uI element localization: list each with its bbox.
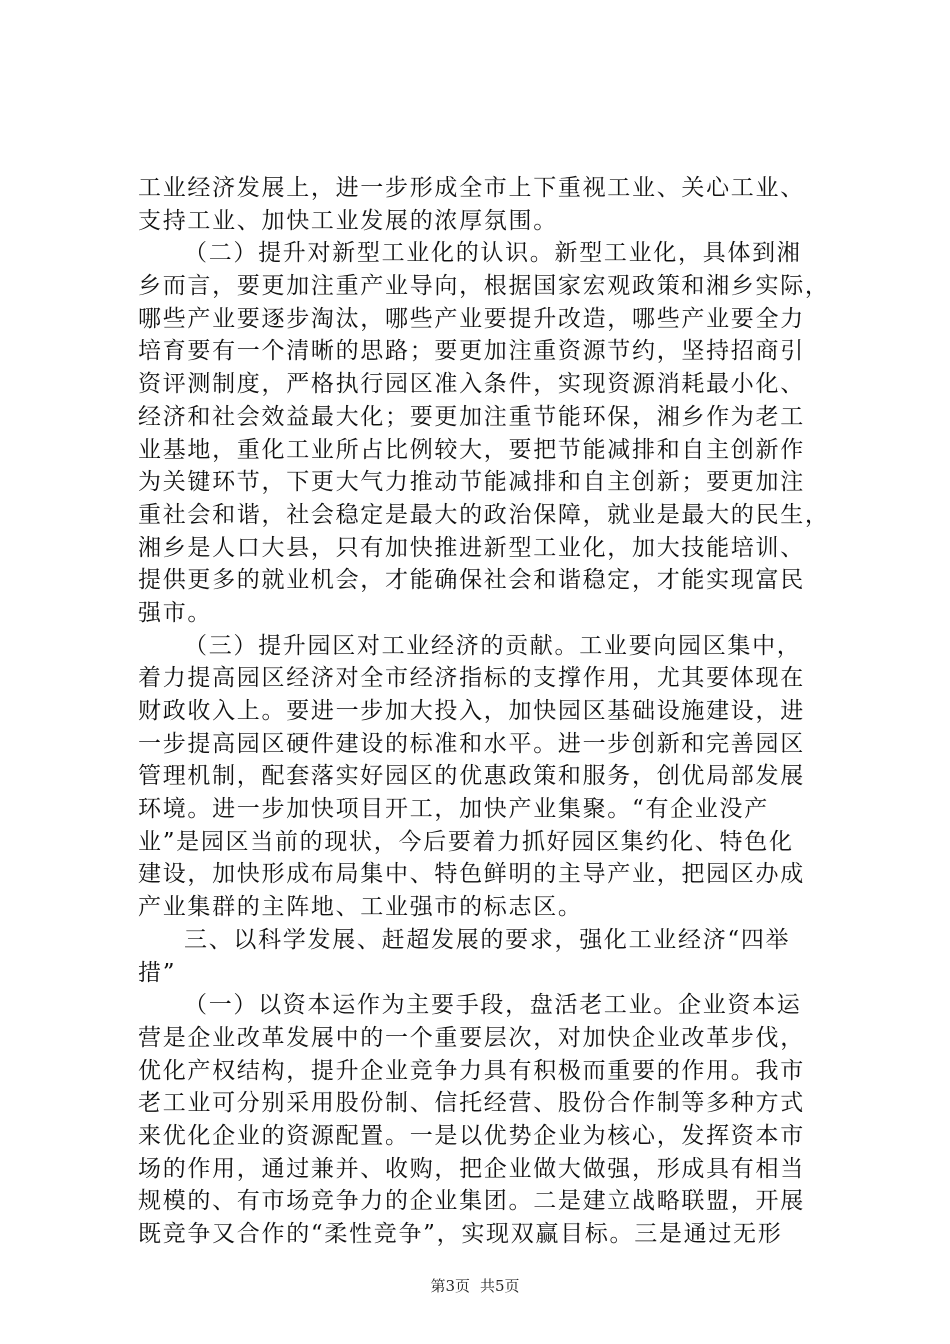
- paragraph-heading-line: （一）以资本运作为主要手段，盘活老工业。企业资本运: [184, 992, 802, 1019]
- text-line: 业基地，重化工业所占比例较大，要把节能减排和自主创新作: [138, 436, 805, 463]
- text-line: 湘乡是人口大县，只有加快推进新型工业化，加大技能培训、: [138, 534, 805, 561]
- text-line: 一步提高园区硬件建设的标准和水平。进一步创新和完善园区: [138, 730, 805, 757]
- text-line: 着力提高园区经济对全市经济指标的支撑作用，尤其要体现在: [138, 665, 805, 692]
- text-line: 老工业可分别采用股份制、信托经营、股份合作制等多种方式: [138, 1090, 805, 1117]
- text-line: 场的作用，通过兼并、收购，把企业做大做强，形成具有相当: [138, 1155, 805, 1182]
- text-line: 哪些产业要逐步淘汰，哪些产业要提升改造，哪些产业要全力: [138, 305, 805, 332]
- text-line: 优化产权结构，提升企业竞争力具有积极而重要的作用。我市: [138, 1057, 805, 1084]
- text-line: 来优化企业的资源配置。一是以优势企业为核心，发挥资本市: [138, 1122, 805, 1149]
- text-line: 培育要有一个清晰的思路；要更加注重资源节约，坚持招商引: [138, 338, 805, 365]
- text-line: 强市。: [138, 599, 213, 626]
- text-line: 提供更多的就业机会，才能确保社会和谐稳定，才能实现富民: [138, 567, 805, 594]
- text-line: 建设，加快形成布局集中、特色鲜明的主导产业，把园区办成: [138, 861, 805, 888]
- total-pages: 共5页: [480, 1277, 520, 1295]
- text-line: 工业经济发展上，进一步形成全市上下重视工业、关心工业、: [138, 175, 805, 201]
- text-line: 管理机制，配套落实好园区的优惠政策和服务，创优局部发展: [138, 763, 805, 790]
- document-body: [138, 172, 838, 1251]
- text-line: 为关键环节，下更大气力推动节能减排和自主创新；要更加注: [138, 469, 805, 496]
- section-heading-line: 三、以科学发展、赶超发展的要求，强化工业经济“四举: [184, 926, 791, 953]
- page-footer: [0, 1275, 950, 1296]
- text-line: 财政收入上。要进一步加大投入，加快园区基础设施建设，进: [138, 698, 805, 724]
- paragraph-heading-line: （二）提升对新型工业化的认识。新型工业化，具体到湘: [184, 240, 802, 267]
- text-line: 业”是园区当前的现状，今后要着力抓好园区集约化、特色化: [138, 828, 794, 855]
- text-line: 重社会和谐，社会稳定是最大的政治保障，就业是最大的民生，: [138, 501, 830, 528]
- text-line: 产业集群的主阵地、工业强市的标志区。: [138, 894, 583, 921]
- paragraph-heading-line: （三）提升园区对工业经济的贡献。工业要向园区集中，: [184, 632, 802, 659]
- text-line: 资评测制度，严格执行园区准入条件，实现资源消耗最小化、: [138, 371, 805, 398]
- text-line: 乡而言，要更加注重产业导向，根据国家宏观政策和湘乡实际，: [138, 273, 830, 300]
- text-line: 支持工业、加快工业发展的浓厚氛围。: [138, 207, 558, 234]
- text-line: 规模的、有市场竞争力的企业集团。二是建立战略联盟，开展: [138, 1188, 805, 1215]
- text-line: 营是企业改革发展中的一个重要层次，对加快企业改革步伐，: [138, 1024, 805, 1051]
- text-line: 经济和社会效益最大化；要更加注重节能环保，湘乡作为老工: [138, 403, 805, 430]
- page-number: 第3页: [430, 1277, 470, 1295]
- text-line: 环境。进一步加快项目开工，加快产业集聚。“有企业没产: [138, 796, 769, 823]
- section-heading-line: 措”: [138, 959, 177, 986]
- text-line: 既竞争又合作的“柔性竞争”，实现双赢目标。三是通过无形: [138, 1221, 783, 1247]
